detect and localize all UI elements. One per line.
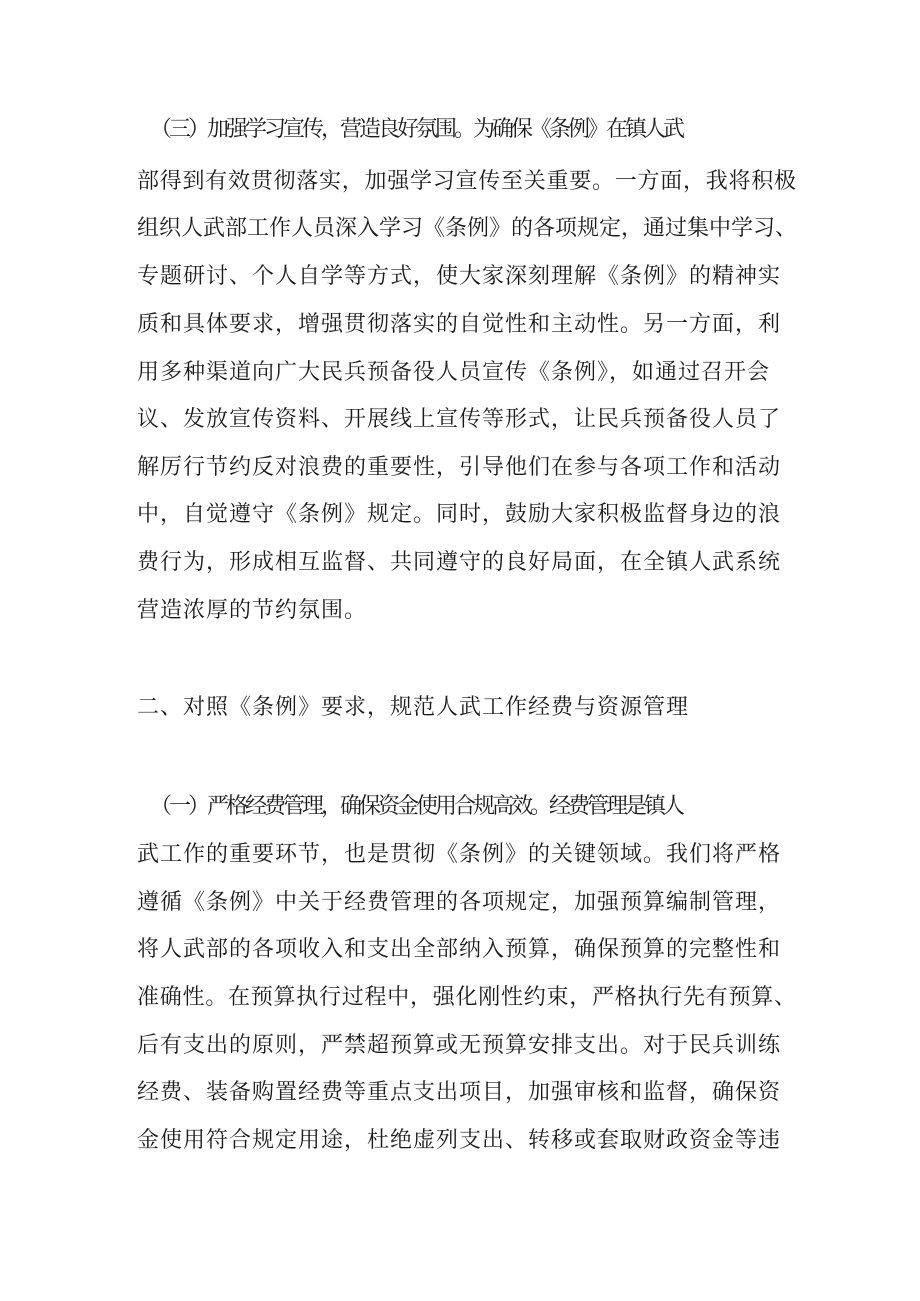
paragraph-line: 经费、装备购置经费等重点支出项目，加强审核和监督，确保资 [137, 1080, 782, 1105]
paragraph-line: 组织人武部工作人员深入学习《条例》的各项规定，通过集中学习、 [137, 216, 798, 241]
paragraph-line: 武工作的重要环节，也是贯彻《条例》的关键领域。我们将严格 [137, 842, 782, 867]
paragraph-line: 部得到有效贯彻落实，加强学习宣传至关重要。一方面，我将积极 [137, 169, 797, 194]
paragraph-line: 遵循《条例》中关于经费管理的各项规定，加强预算编制管理， [137, 890, 782, 915]
paragraph-line: 费行为，形成相互监督、共同遵守的良好局面，在全镇人武系统 [137, 550, 782, 575]
paragraph-line: 专题研讨、个人自学等方式，使大家深刻理解《条例》的精神实 [137, 264, 782, 289]
paragraph-line: 将人武部的各项收入和支出全部纳入预算，确保预算的完整性和 [137, 937, 782, 962]
paragraph-line: （三）加强学习宣传，营造良好氛围。为确保《条例》在镇人武 [150, 117, 683, 142]
paragraph-line: 用多种渠道向广大民兵预备役人员宣传《条例》，如通过召开会 [137, 360, 771, 385]
paragraph-line: 质和具体要求，增强贯彻落实的自觉性和主动性。另一方面，利 [137, 312, 782, 337]
paragraph-line: 中，自觉遵守《条例》规定。同时，鼓励大家积极监督身边的浪 [137, 502, 782, 527]
paragraph-line: 金使用符合规定用途，杜绝虚列支出、转移或套取财政资金等违 [137, 1128, 782, 1153]
paragraph-line: 营造浓厚的节约氛围。 [137, 598, 368, 623]
paragraph-line: 后有支出的原则，严禁超预算或无预算安排支出。对于民兵训练 [137, 1033, 782, 1058]
paragraph-line: （一）严格经费管理，确保资金使用合规高效。经费管理是镇人 [150, 794, 683, 819]
paragraph-line: 议、发放宣传资料、开展线上宣传等形式，让民兵预备役人员了 [137, 407, 782, 432]
section-heading: 二、对照《条例》要求，规范人武工作经费与资源管理 [137, 695, 690, 720]
paragraph-line: 解厉行节约反对浪费的重要性，引导他们在参与各项工作和活动 [137, 455, 782, 480]
paragraph-line: 准确性。在预算执行过程中，强化刚性约束，严格执行先有预算、 [137, 985, 797, 1010]
